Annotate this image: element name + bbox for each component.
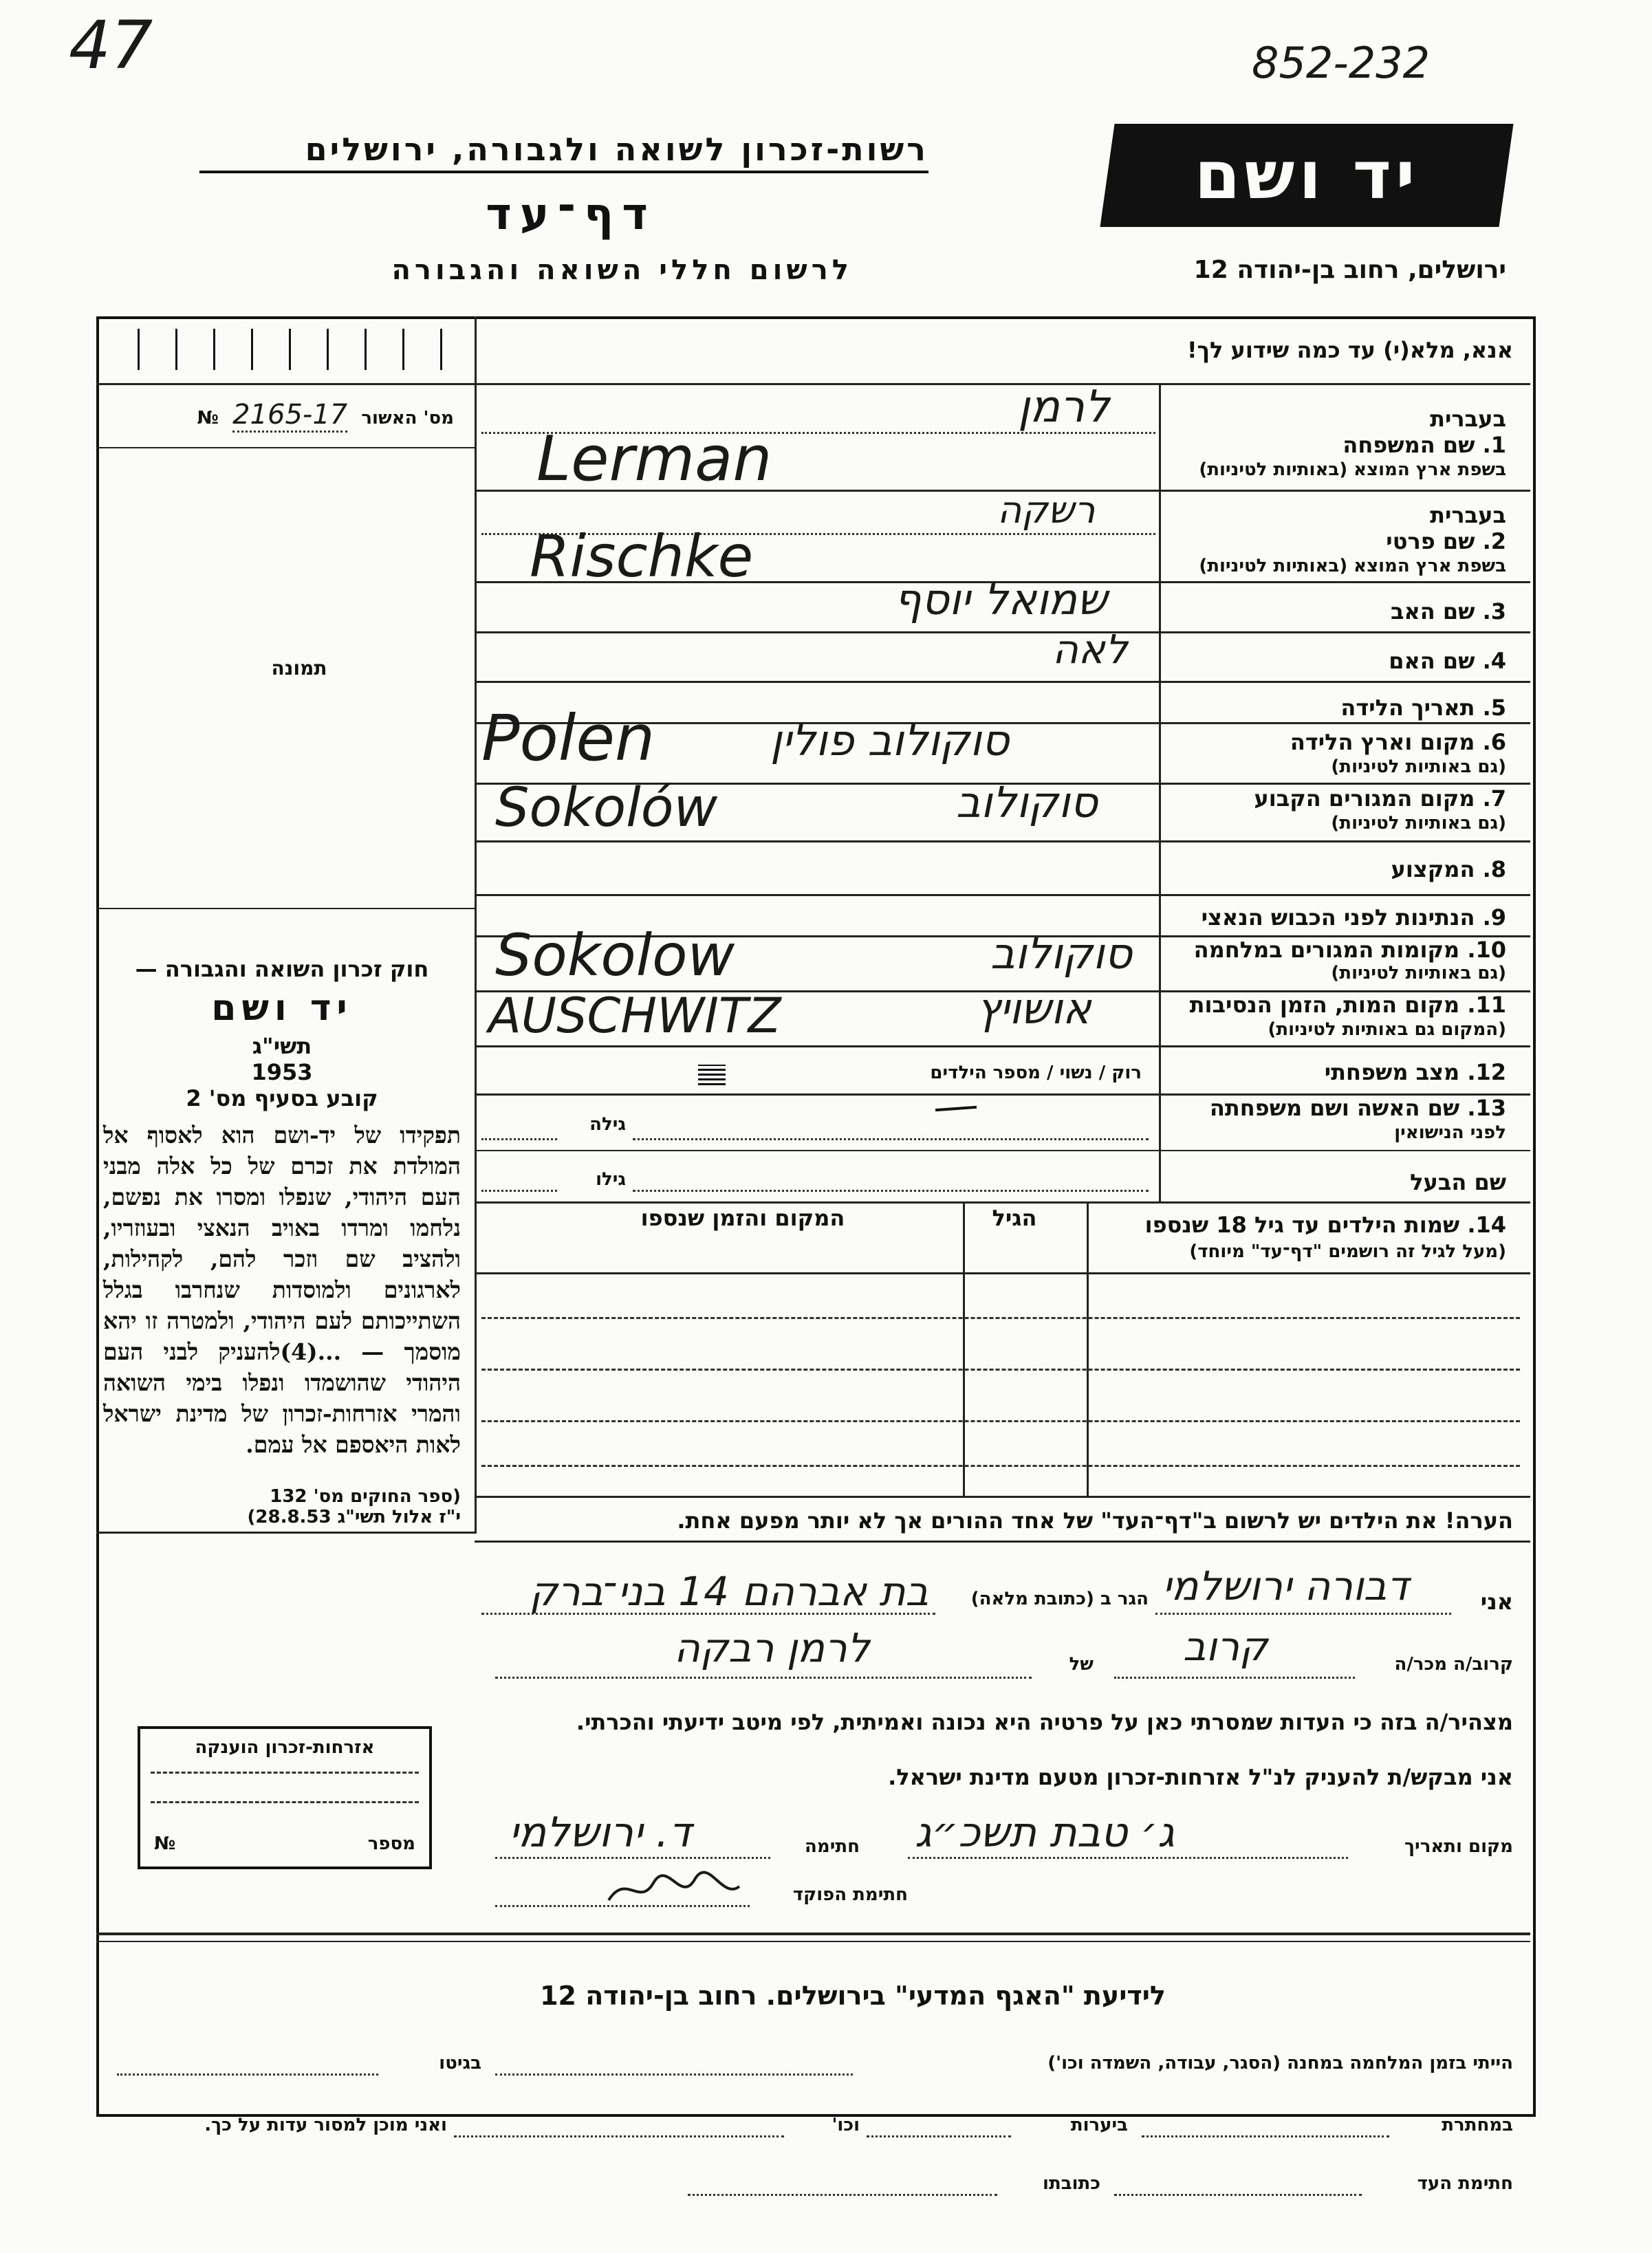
footer-ghetto-label: בגיטו [439, 2053, 481, 2074]
field-4-value: לאה [1052, 626, 1128, 673]
field-2-label: 2. שם פרטי [1386, 528, 1506, 554]
field-6-latin-value: Polen [481, 701, 655, 775]
field-11-latin-value: AUSCHWITZ [488, 988, 781, 1044]
children-sub: (מעל לגיל זה רושמים "דף־עד" מיוחד) [1189, 1241, 1506, 1262]
field-6-sub: (גם באותיות לטיניות) [1331, 757, 1506, 777]
law-clause: קובע בסעיף מס' 2 [186, 1085, 378, 1111]
law-name: יד ושם [211, 988, 353, 1029]
witness-address: בת אברהם 14 בני־ברק [529, 1568, 928, 1615]
field-10-label: 10. מקומות המגורים במלחמה [1193, 937, 1506, 963]
citizenship-number-label: מספר [367, 1833, 415, 1854]
field-12-options: רוק / נשוי / מספר הילדים [930, 1063, 1142, 1083]
field-8-label: 8. המקצוע [1391, 856, 1506, 882]
footer-witness-signature-label: חתימת העד [1417, 2173, 1513, 2194]
approval-value: 2165-17 [232, 399, 347, 433]
relation-value: קרוב [1183, 1623, 1268, 1670]
field-1-sub: בשפת ארץ המוצא (באותיות לטיניות) [1199, 459, 1506, 480]
footer-camp-label: הייתי בזמן המלחמה במחנה (הסגר, עבודה, השמדה וכו') [1047, 2053, 1513, 2074]
children-note: הערה! את הילדים יש לרשום ב"דף־העד" של אחד ההורים אך לא יותר מפעם אחת. [677, 1508, 1513, 1534]
officer-signature-mark [605, 1869, 743, 1911]
footer-underground-label: במחתרת [1442, 2115, 1513, 2135]
field-3-value: שמואל יוסף [894, 574, 1107, 624]
field-1-latin-value: Lerman [536, 423, 772, 495]
field-1-heb-value: לרמן [1018, 382, 1110, 433]
law-body: תפקידו של יד-ושם הוא לאסוף אל המולדת את זכרם של כל אלה מבני העם היהודי, שנפלו ומסרו את נפשם, נלחמו ומרדו באויב הנאצי ובעוזריו, ולהציב שם וזכר להם, לקהילות, לארגונים ולמוסדות שנחרבו בגלל השתייכותם לעם היהודי, ולמטרה זו יהא מוסמך — ...(4)להעניק לבני העם היהודי שהושמדו ונפלו בימי השואה והמרי אזרחות-זכרון של מדינת ישראל לאות היאספם אל עמם. [103, 1122, 461, 1458]
field-2-latin-value: Rischke [530, 523, 754, 590]
document-reference: 852-232 [1252, 38, 1431, 88]
law-year-heb: תשי"ג [252, 1033, 312, 1059]
footer-etc-label: וכו' [832, 2115, 860, 2135]
field-2-heb-label: בעברית [1430, 502, 1506, 528]
witness-i-label: אני [1480, 1589, 1513, 1615]
field-2-sub: בשפת ארץ המוצא (באותיות לטיניות) [1199, 556, 1506, 576]
law-title: חוק זכרון השואה והגבורה — [135, 956, 429, 982]
husband-age-label: גילו [596, 1169, 626, 1190]
children-col-age: הגיל [992, 1205, 1037, 1231]
field-11-heb-value: אושויץ [977, 983, 1091, 1034]
citizenship-request: אני מבקש/ת להעניק לנ"ל אזרחות-זכרון מטעם מדינת ישראל. [888, 1764, 1513, 1790]
field-13-sub: לפני הנישואין [1394, 1122, 1506, 1143]
field-1-label: 1. שם המשפחה [1343, 432, 1506, 458]
of-label: של [1069, 1654, 1094, 1675]
officer-signature-label: חתימת הפוקד [792, 1884, 908, 1905]
children-title: 14. שמות הילדים עד גיל 18 שנספו [1144, 1212, 1506, 1238]
tally-marks [138, 329, 468, 370]
field-10-heb-value: סוקולוב [990, 928, 1132, 979]
field-6-label: 6. מקום וארץ הלידה [1290, 729, 1506, 755]
footer-dept-line: לידיעת "האגף המדעי" בירושלים. רחוב בן-יהודה 12 [540, 1981, 1166, 2011]
field-13-age-label: גילה [589, 1114, 626, 1135]
sidebar-divider [475, 316, 477, 1534]
field-13-label: 13. שם האשה ושם משפחתה [1209, 1095, 1506, 1121]
field-7-heb-value: סוקולוב [956, 777, 1098, 827]
field-5-label: 5. תאריך הלידה [1340, 695, 1506, 721]
scribble-mark [698, 1065, 726, 1085]
address-line: ירושלים, רחוב בן-יהודה 12 [1193, 256, 1506, 284]
children-col-place: המקום והזמן שנספו [640, 1205, 845, 1231]
field-7-latin-value: Sokolów [495, 777, 718, 839]
witness-signature: ד. ירושלמי [509, 1809, 692, 1857]
photo-label: תמונה [271, 657, 327, 679]
field-12-label: 12. מצב משפחתי [1324, 1059, 1506, 1085]
approval-prefix: № [197, 408, 219, 428]
label-column-divider [1159, 383, 1161, 1201]
field-1-heb-label: בעברית [1430, 406, 1506, 432]
husband-label: שם הבעל [1410, 1169, 1506, 1195]
footer-address-label: כתובתו [1043, 2173, 1100, 2194]
law-excerpt [103, 956, 461, 1527]
signature-label: חתימה [805, 1836, 860, 1857]
footer-testimony-statement: ואני מוכן למסור עדות על כך. [204, 2115, 447, 2135]
law-ref-1: (ספר החוקים מס' 132 [270, 1486, 461, 1507]
field-7-label: 7. מקום המגורים הקבוע [1254, 785, 1506, 812]
field-3-label: 3. שם האב [1390, 598, 1506, 624]
of-name: לרמן רבקה [674, 1624, 870, 1671]
declaration: מצהיר/ה בזה כי העדות שמסרתי כאן על פרטיה היא נכונה ואמיתית, לפי מיטב ידיעתי והכרתי. [576, 1709, 1513, 1735]
citizenship-box [138, 1726, 432, 1869]
field-6-heb-value: סוקולוב פולין [770, 715, 1010, 765]
place-date-label: מקום ותאריך [1404, 1836, 1513, 1857]
approval-label: מס' האשור [361, 408, 454, 428]
relation-label: קרוב/ה מכר/ה [1394, 1654, 1513, 1675]
field-7-sub: (גם באותיות לטיניות) [1331, 813, 1506, 834]
citizenship-box-title: אזרחות-זכרון הוענקה [195, 1737, 375, 1758]
field-10-latin-value: Sokolow [495, 922, 735, 989]
form-title: דף־עד [486, 189, 656, 240]
field-10-sub: (גם באותיות לטיניות) [1331, 963, 1506, 983]
yad-vashem-logo: יד ושם [1100, 124, 1513, 227]
field-9-label: 9. הנתינות לפני הכבוש הנאצי [1201, 904, 1506, 930]
intro-line: אנא, מלא(י) עד כמה שידוע לך! [1186, 337, 1513, 363]
witness-resides-label: הגר ב (כתובת מלאה) [970, 1589, 1149, 1609]
citizenship-no-prefix: № [154, 1833, 176, 1854]
page-number: 47 [69, 7, 153, 84]
field-4-label: 4. שם האם [1389, 648, 1506, 674]
footer-forests-label: ביערות [1070, 2115, 1128, 2135]
form-purpose: לרשום חללי השואה והגבורה [391, 254, 853, 286]
witness-name: דבורה ירושלמי [1162, 1563, 1409, 1609]
place-date-value: ג׳ טבת תשכ״ג [915, 1809, 1175, 1857]
law-year: 1953 [251, 1059, 313, 1085]
field-11-label: 11. מקום המות, הזמן הנסיבות [1189, 992, 1506, 1018]
field-11-sub: (המקום גם באותיות לטיניות) [1268, 1019, 1506, 1040]
field-2-heb-value: רשקה [997, 488, 1096, 532]
law-ref-2: י"ז אלול תשי"ג 28.8.53) [247, 1507, 461, 1527]
authority-title: רשות-זכרון לשואה ולגבורה, ירושלים [199, 131, 928, 173]
approval-number-row [124, 399, 454, 433]
